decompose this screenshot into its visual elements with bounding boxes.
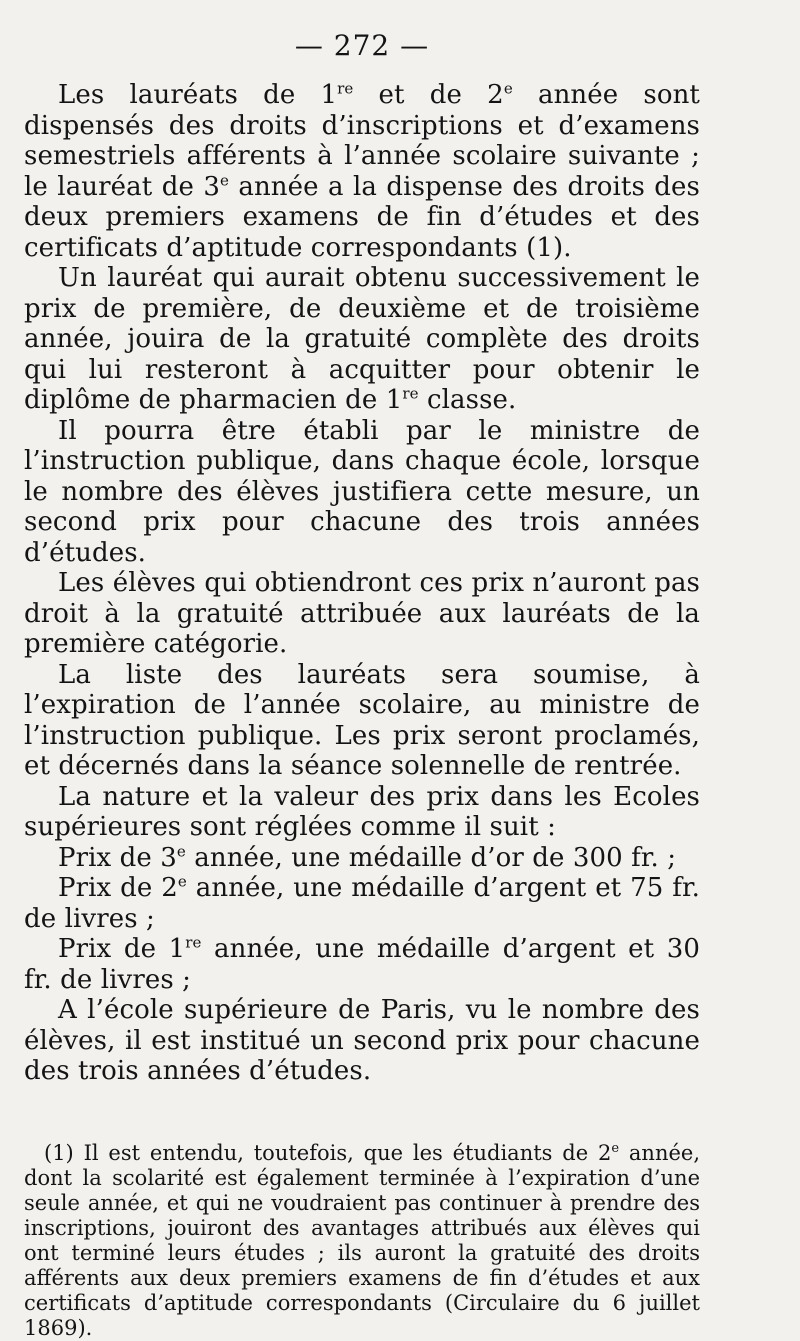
paragraph: La nature et la valeur des prix dans les Ecoles supérieures sont réglées comme il suit : xyxy=(24,781,700,842)
paragraph: A l’école supérieure de Paris, vu le nombre des élèves, il est institué un second prix pour chacune des trois années d’études. xyxy=(24,995,700,1086)
footnote-text: (1) Il est entendu, toutefois, que les étudiants de 2e année, dont la scolarité est également terminée à l’expiration d’une seule année, et qui ne voudraient pas continuer à prendre des inscriptions, jouiront des avantages attribués aux élèves qui ont terminé leurs études ; ils auront la gratuité des droits afférents aux deux premiers examens de fin d’études et aux certificats d’aptitude correspondants (Circulaire du 6 juillet 1869). xyxy=(24,1140,701,1340)
prize-item: Prix de 2e année, une médaille d’argent et 75 fr. de livres ; xyxy=(24,872,700,934)
prize-item: Prix de 3e année, une médaille d’or de 300 fr. ; xyxy=(58,841,677,873)
paragraph: Les élèves qui obtiendront ces prix n’auront pas droit à la gratuité attribuée aux lauréats de la première catégorie. xyxy=(24,568,700,659)
paragraph: Les lauréats de 1re et de 2e année sont dispensés des droits d’inscriptions et d’examens semestriels afférents à l’année scolaire suivante ; le lauréat de 3e année a la dispense des droits des deux premiers examens de fin d’études et des certificats d’aptitude correspondants (1). xyxy=(24,79,700,263)
prize-item: Prix de 1re année, une médaille d’argent et 30 fr. de livres ; xyxy=(24,933,701,995)
paragraph: Un lauréat qui aurait obtenu successivement le prix de première, de deuxième et de troisième année, jouira de la gratuité complète des droits qui lui resteront à acquitter pour obtenir le diplôme de pharmacien de 1re classe. xyxy=(24,263,700,415)
paragraph: Il pourra être établi par le ministre de l’instruction publique, dans chaque école, lorsque le nombre des élèves justifiera cette mesure, un second prix pour chacune des trois années d’études. xyxy=(24,415,700,568)
footnote xyxy=(24,1141,700,1341)
paragraph: La liste des lauréats sera soumise, à l’expiration de l’année scolaire, au ministre de l’instruction publique. Les prix seront proclamés, et décernés dans la séance solennelle de rentrée. xyxy=(24,659,700,781)
page-number: — 272 — xyxy=(294,29,430,62)
body-text xyxy=(24,80,700,1087)
